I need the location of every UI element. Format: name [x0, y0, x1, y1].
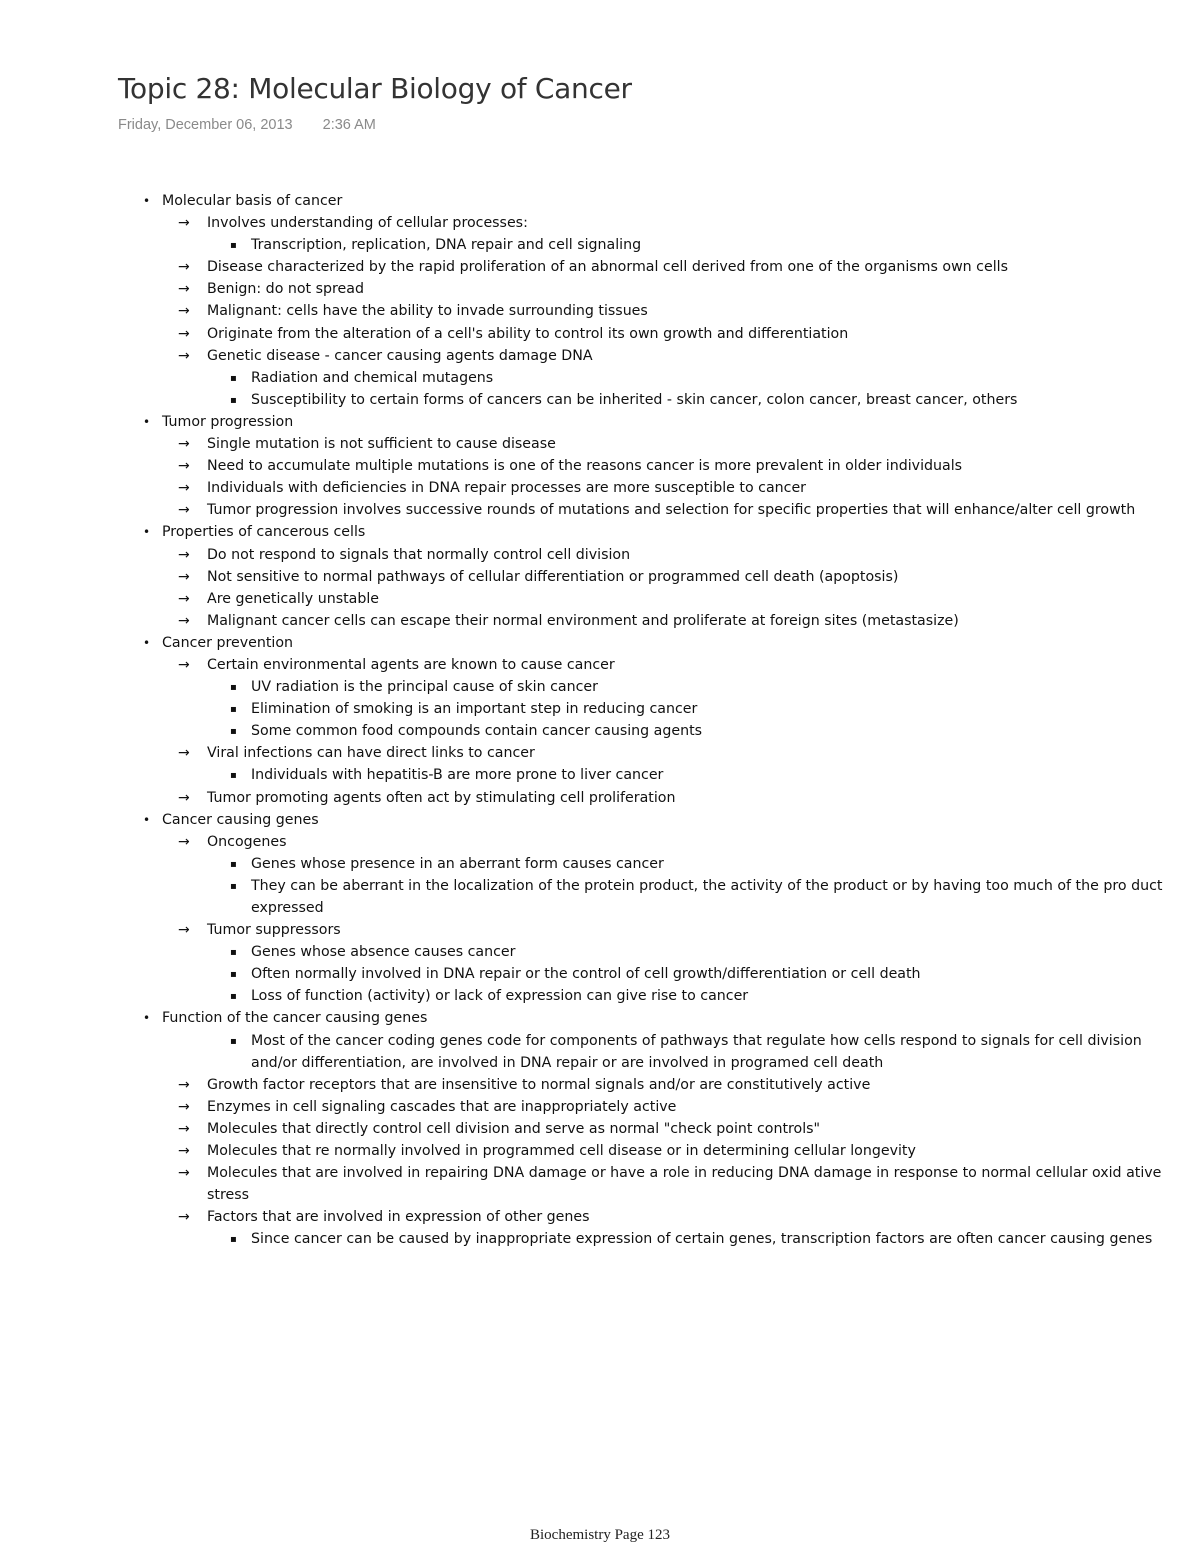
outline-item-text: Tumor progression involves successive rounds of mutations and selection for specific properties that will enhance/alter cell growth — [207, 502, 1136, 519]
outline-item — [0, 676, 1200, 698]
outline-item-text: Some common food compounds contain cancer causing agents — [251, 723, 703, 740]
arrow-right-icon: → — [178, 1120, 190, 1137]
outline-item-text: Single mutation is not sufficient to cause disease — [207, 436, 556, 453]
outline-item — [0, 941, 1200, 963]
bullet-icon: • — [143, 635, 151, 650]
outline-item — [0, 809, 1200, 831]
outline-item-text: Often normally involved in DNA repair or the control of cell growth/differentiation or cell death — [251, 966, 921, 983]
outline-item — [0, 521, 1200, 543]
arrow-right-icon: → — [178, 303, 190, 320]
outline-item — [0, 1162, 1200, 1206]
outline-item — [0, 433, 1200, 455]
outline-item-text: Properties of cancerous cells — [162, 524, 366, 541]
outline-item-text: Factors that are involved in expression of other genes — [207, 1209, 590, 1226]
outline-item — [0, 632, 1200, 654]
outline-item-text: Molecular basis of cancer — [162, 193, 343, 209]
arrow-right-icon: → — [178, 259, 190, 276]
arrow-right-icon: → — [178, 1209, 190, 1226]
arrow-right-icon: → — [178, 502, 190, 519]
outline-item — [0, 367, 1200, 389]
outline-item — [0, 963, 1200, 985]
square-bullet-icon: ▪ — [230, 1234, 237, 1246]
arrow-right-icon: → — [178, 281, 190, 298]
arrow-right-icon: → — [178, 1143, 190, 1160]
outline-item-text: Tumor suppressors — [207, 922, 341, 939]
outline-item-text: Need to accumulate multiple mutations is one of the reasons cancer is more prevalent in older individuals — [207, 458, 963, 475]
square-bullet-icon: ▪ — [230, 947, 237, 959]
outline-item-text: Enzymes in cell signaling cascades that are inappropriately active — [207, 1098, 677, 1115]
outline-item — [0, 764, 1200, 786]
bullet-icon: • — [143, 1011, 151, 1026]
outline-item-text: Most of the cancer coding genes code for components of pathways that regulate how cells respond to signals for cell division and/or differentiation, are involved in DNA repair or are involved in programed cell death — [251, 1032, 1142, 1071]
arrow-right-icon: → — [178, 480, 190, 497]
outline-item-text: They can be aberrant in the localization of the protein product, the activity of the product or by having too much of the pro duct expressed — [251, 877, 1163, 916]
outline-item — [0, 389, 1200, 411]
arrow-right-icon: → — [178, 1098, 190, 1115]
outline-item — [0, 698, 1200, 720]
outline-item — [0, 588, 1200, 610]
arrow-right-icon: → — [178, 1165, 190, 1182]
outline-item-text: Malignant cancer cells can escape their normal environment and proliferate at foreign sites (metastasize) — [207, 612, 959, 629]
outline-item — [0, 1096, 1200, 1118]
arrow-right-icon: → — [178, 1076, 190, 1093]
outline-item — [0, 544, 1200, 566]
square-bullet-icon: ▪ — [230, 991, 237, 1003]
outline-item-text: Not sensitive to normal pathways of cellular differentiation or programmed cell death (apoptosis) — [207, 568, 899, 585]
bullet-icon: • — [143, 194, 151, 208]
notes-outline — [0, 190, 1200, 1251]
arrow-right-icon: → — [178, 789, 190, 806]
bullet-icon: • — [143, 812, 151, 827]
outline-item-text: Function of the cancer causing genes — [162, 1010, 428, 1027]
outline-item-text: Oncogenes — [207, 833, 287, 850]
outline-item — [0, 1206, 1200, 1228]
outline-item — [0, 256, 1200, 278]
square-bullet-icon: ▪ — [230, 858, 237, 870]
outline-item-text: Molecules that directly control cell division and serve as normal "check point controls" — [207, 1120, 821, 1137]
outline-item — [0, 1030, 1200, 1074]
bullet-icon: • — [143, 525, 151, 540]
square-bullet-icon: ▪ — [230, 240, 237, 252]
outline-item — [0, 787, 1200, 809]
square-bullet-icon: ▪ — [230, 770, 237, 782]
outline-item — [0, 1140, 1200, 1162]
outline-item-text: Individuals with hepatitis-B are more prone to liver cancer — [251, 767, 664, 784]
square-bullet-icon: ▪ — [230, 372, 237, 384]
square-bullet-icon: ▪ — [230, 969, 237, 981]
outline-item-text: Viral infections can have direct links to cancer — [207, 745, 535, 762]
outline-item-text: Individuals with deficiencies in DNA repair processes are more susceptible to cancer — [207, 480, 807, 497]
outline-item — [0, 566, 1200, 588]
outline-item — [0, 720, 1200, 742]
arrow-right-icon: → — [178, 922, 190, 939]
outline-item-text: Disease characterized by the rapid proliferation of an abnormal cell derived from one of the organisms own cells — [207, 259, 1008, 276]
outline-item — [0, 654, 1200, 676]
outline-item-text: Do not respond to signals that normally control cell division — [207, 546, 631, 563]
page-timestamp — [118, 117, 376, 133]
page-footer: Biochemistry Page 123 — [530, 1527, 670, 1543]
outline-item — [0, 323, 1200, 345]
outline-item — [0, 234, 1200, 256]
outline-item — [0, 853, 1200, 875]
outline-item — [0, 610, 1200, 632]
outline-item-text: UV radiation is the principal cause of skin cancer — [251, 679, 598, 696]
outline-item-text: Malignant: cells have the ability to invade surrounding tissues — [207, 303, 648, 320]
arrow-right-icon: → — [178, 745, 190, 762]
arrow-right-icon: → — [178, 458, 190, 475]
outline-item — [0, 455, 1200, 477]
square-bullet-icon: ▪ — [230, 394, 237, 406]
outline-item — [0, 919, 1200, 941]
square-bullet-icon: ▪ — [230, 682, 237, 694]
arrow-right-icon: → — [178, 436, 190, 453]
square-bullet-icon: ▪ — [230, 880, 237, 892]
square-bullet-icon: ▪ — [230, 704, 237, 716]
page-time: 2:36 AM — [322, 117, 376, 133]
outline-item-text: Loss of function (activity) or lack of expression can give rise to cancer — [251, 988, 749, 1005]
arrow-right-icon: → — [178, 347, 190, 364]
outline-item — [0, 212, 1200, 234]
outline-item — [0, 831, 1200, 853]
outline-item-text: Cancer causing genes — [162, 811, 319, 828]
outline-item — [0, 742, 1200, 764]
outline-item-text: Genetic disease - cancer causing agents damage DNA — [207, 347, 593, 364]
outline-item — [0, 985, 1200, 1007]
arrow-right-icon: → — [178, 215, 190, 232]
bullet-icon: • — [143, 414, 151, 429]
outline-item — [0, 300, 1200, 322]
outline-item-text: Benign: do not spread — [207, 281, 364, 298]
outline-item — [0, 1118, 1200, 1140]
arrow-right-icon: → — [178, 833, 190, 850]
square-bullet-icon: ▪ — [230, 726, 237, 738]
outline-item-text: Genes whose absence causes cancer — [251, 944, 516, 961]
outline-item-text: Molecules that re normally involved in programmed cell disease or in determining cellular longevity — [207, 1143, 916, 1160]
outline-item-text: Genes whose presence in an aberrant form causes cancer — [251, 855, 664, 872]
arrow-right-icon: → — [178, 568, 190, 585]
outline-item-text: Radiation and chemical mutagens — [251, 369, 494, 386]
square-bullet-icon: ▪ — [230, 1035, 237, 1047]
outline-item-text: Involves understanding of cellular processes: — [207, 215, 528, 232]
outline-item — [0, 278, 1200, 300]
outline-item — [0, 875, 1200, 919]
outline-item-text: Since cancer can be caused by inappropriate expression of certain genes, transcription factors are often cancer causing genes — [251, 1231, 1153, 1248]
outline-item — [0, 1007, 1200, 1029]
outline-item-text: Tumor promoting agents often act by stimulating cell proliferation — [207, 789, 676, 806]
arrow-right-icon: → — [178, 612, 190, 629]
outline-item-text: Transcription, replication, DNA repair and cell signaling — [251, 237, 642, 254]
arrow-right-icon: → — [178, 325, 190, 342]
outline-item-text: Molecules that are involved in repairing DNA damage or have a role in reducing DNA damage in response to normal cellular oxid ative stress — [207, 1165, 1162, 1204]
outline-item-text: Elimination of smoking is an important step in reducing cancer — [251, 701, 698, 718]
page-date: Friday, December 06, 2013 — [118, 117, 293, 133]
outline-item — [0, 1228, 1200, 1250]
outline-item-text: Cancer prevention — [162, 634, 294, 651]
arrow-right-icon: → — [178, 656, 190, 673]
outline-item-text: Tumor progression — [162, 413, 294, 430]
outline-item — [0, 190, 1200, 212]
outline-item — [0, 345, 1200, 367]
outline-item — [0, 1074, 1200, 1096]
arrow-right-icon: → — [178, 546, 190, 563]
outline-item — [0, 477, 1200, 499]
outline-item-text: Originate from the alteration of a cell's ability to control its own growth and differentiation — [207, 325, 849, 342]
outline-item — [0, 499, 1200, 521]
outline-item-text: Growth factor receptors that are insensitive to normal signals and/or are constitutively active — [207, 1076, 871, 1093]
outline-item-text: Are genetically unstable — [207, 590, 380, 607]
arrow-right-icon: → — [178, 590, 190, 607]
page-title: Topic 28: Molecular Biology of Cancer — [118, 72, 632, 105]
outline-item-text: Susceptibility to certain forms of cancers can be inherited - skin cancer, colon cancer, breast cancer, others — [251, 391, 1018, 408]
outline-item — [0, 411, 1200, 433]
outline-item-text: Certain environmental agents are known to cause cancer — [207, 656, 615, 673]
